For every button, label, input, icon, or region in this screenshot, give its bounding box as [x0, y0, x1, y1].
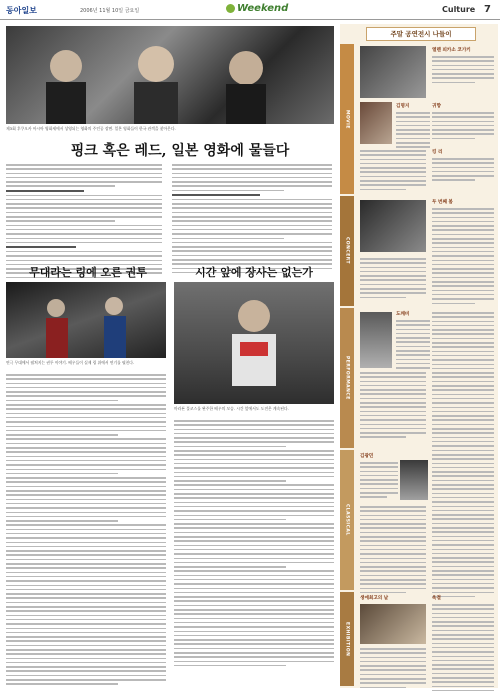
article3-photo — [174, 282, 334, 404]
movie-thumbnail — [360, 46, 426, 98]
sidebar-item: 김광민 — [360, 454, 374, 459]
sidebar-item-text — [432, 158, 494, 184]
tab-movie: MOVIE — [340, 44, 354, 194]
sidebar-item-text — [396, 112, 430, 155]
article2-photo — [6, 282, 166, 358]
sidebar-item: 생애최고의 날 — [360, 596, 389, 601]
sidebar-item-text — [432, 112, 494, 142]
article3-caption: 마라톤 풀코스를 완주한 배우의 모습. 시간 앞에서도 도전은 계속된다. — [174, 406, 289, 411]
movie-thumbnail — [360, 102, 392, 144]
article3-headline: 시간 앞에 장사는 없는가 — [195, 266, 313, 279]
article1-photo — [6, 26, 334, 124]
issue-date: 2006년 11월 10일 금요일 — [80, 8, 140, 14]
sidebar-item: 도깨비 — [396, 312, 410, 317]
tab-exhibition: EXHIBITION — [340, 592, 354, 686]
article2-headline: 무대라는 링에 오른 권투 — [29, 266, 147, 279]
page-number: 7 — [484, 4, 491, 15]
article1-body-col2 — [172, 164, 332, 276]
sidebar-item-text — [432, 208, 494, 307]
sidebar-item-text — [432, 56, 494, 86]
sidebar-item-text — [360, 462, 398, 501]
article1-caption: 제3회 후쿠오카 아시아 영화제에서 상영되는 영화의 주인공 장면. 일본 영화들이 한국 관객을 찾아온다. — [6, 126, 176, 131]
sidebar-item-text — [360, 372, 426, 441]
article2-body — [6, 374, 166, 688]
sidebar-title: 주말 공연전시 나들이 — [366, 27, 476, 41]
sidebar-item-text — [396, 320, 430, 376]
exhibition-thumbnail — [360, 604, 426, 644]
marathon-runner-photo-icon — [174, 282, 334, 404]
concert-thumbnail — [360, 200, 426, 252]
sidebar-item: 귀향 — [432, 104, 441, 109]
article2-caption: 연극 무대에서 펼쳐지는 권투 이야기. 배우들이 실제 링 위에서 연기를 펼친다. — [6, 360, 135, 365]
sidebar-item: 김명지 — [396, 104, 410, 109]
page-header — [0, 0, 500, 20]
sidebar-item: 엘렌 피카소 코가키 — [432, 48, 471, 53]
sidebar-item-text — [360, 258, 426, 301]
article3-body — [174, 420, 334, 669]
performance-thumbnail — [360, 312, 392, 368]
sidebar-item-text — [432, 454, 494, 600]
sidebar-item: 옥결 — [432, 596, 441, 601]
section-name: Culture — [442, 5, 476, 14]
section-logo: Weekend — [226, 3, 288, 14]
sidebar-item-text — [360, 648, 426, 691]
boxing-stage-photo-icon — [6, 282, 166, 358]
tab-concert: CONCERT — [340, 196, 354, 306]
newspaper-name: 동아일보 — [6, 6, 37, 15]
tab-performance: PERFORMANCE — [340, 308, 354, 448]
sidebar-item-text — [360, 506, 426, 596]
classical-thumbnail — [400, 460, 428, 500]
tab-classical: CLASSICAL — [340, 450, 354, 590]
sidebar-item-text — [360, 150, 426, 193]
sidebar-item-text — [432, 604, 494, 691]
article1-headline: 핑크 혹은 레드, 일본 영화에 물들다 — [70, 143, 290, 159]
crowd-photo-icon — [6, 26, 334, 124]
sidebar-item: 킹 리 — [432, 150, 443, 155]
weekend-logo-icon — [226, 4, 235, 13]
sidebar-item-text — [432, 312, 494, 458]
sidebar-item: 두 번째 봄 — [432, 200, 453, 205]
